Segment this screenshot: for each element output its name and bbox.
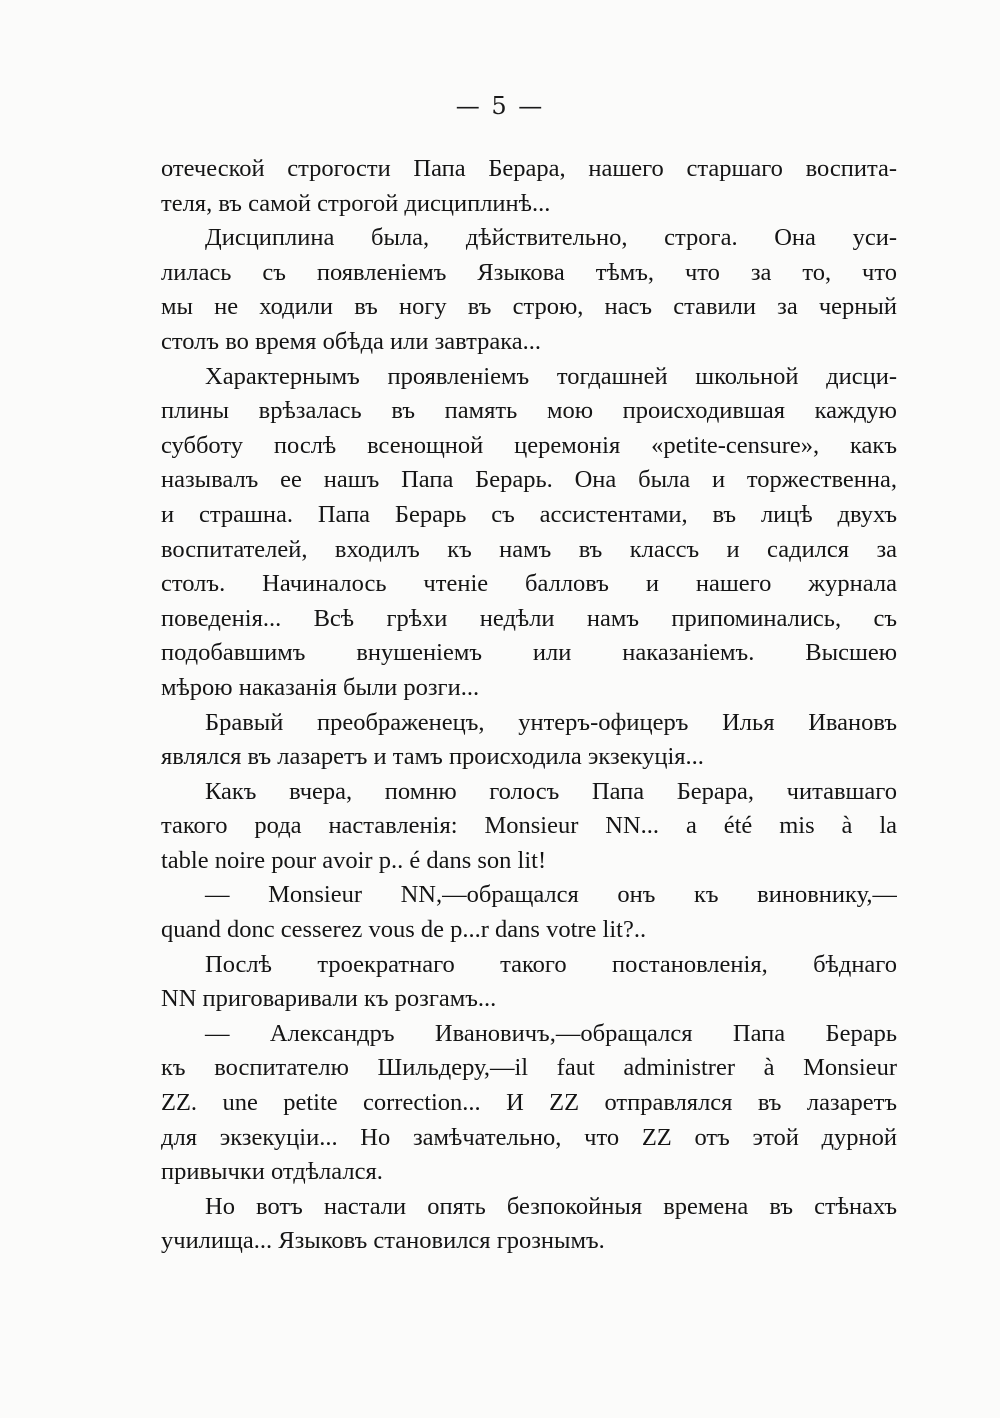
text-line: лилась съ появленіемъ Языкова тѣмъ, что за то, что (161, 258, 897, 286)
text-line: училища... Языковъ становился грознымъ. (161, 1227, 605, 1255)
text-line: такого рода наставленія: Monsieur NN... a été mis à la (161, 812, 897, 840)
text-line: Какъ вчера, помню голосъ Папа Берара, читавшаго (205, 777, 897, 805)
text-line: столъ. Начиналось чтеніе балловъ и нашего журнала (161, 570, 897, 598)
text-line: являлся въ лазаретъ и тамъ происходила экзекуція... (161, 743, 704, 771)
text-line: и страшна. Папа Берарь съ ассистентами, въ лицѣ двухъ (161, 500, 897, 528)
text-line: теля, въ самой строгой дисциплинѣ... (161, 189, 551, 217)
text-line: отеческой строгости Папа Берара, нашего старшаго воспита- (161, 155, 897, 182)
text-line: Характернымъ проявленіемъ тогдашней школьной дисци- (205, 362, 897, 390)
text-line: плины врѣзалась въ память мою происходившая каждую (161, 397, 897, 425)
text-line: поведенія... Всѣ грѣхи недѣли намъ припоминались, съ (161, 604, 897, 632)
text-line: Послѣ троекратнаго такого постановленія, бѣднаго (205, 950, 897, 978)
text-line: Бравый преображенецъ, унтеръ-офицеръ Илья Ивановъ (205, 708, 897, 736)
text-line: называлъ ее нашъ Папа Берарь. Она была и торжественна, (161, 466, 897, 494)
text-line: quand donc cesserez vous de p...r dans votre lit?.. (161, 916, 647, 944)
page-number: — 5 — (455, 92, 545, 120)
text-line: table noire pour avoir p.. é dans son lit! (161, 846, 547, 874)
text-line: Но вотъ настали опять безпокойныя времена въ стѣнахъ (205, 1192, 897, 1220)
text-line: NN приговаривали къ розгамъ... (161, 985, 497, 1013)
text-line: къ воспитателю Шильдеру,—il faut administrer à Monsieur (161, 1054, 897, 1082)
text-line: мѣрою наказанія были розги... (161, 673, 480, 701)
text-line: подобавшимъ внушеніемъ или наказаніемъ. Высшею (161, 639, 897, 667)
text-line: субботу послѣ всенощной церемонія «petite-censure», какъ (161, 431, 897, 459)
text-line: Дисциплина была, дѣйствительно, строга. Она уси- (205, 224, 897, 252)
text-line: для экзекуціи... Но замѣчательно, что ZZ отъ этой дурной (161, 1123, 897, 1151)
text-line: столъ во время обѣда или завтрака... (161, 327, 542, 355)
text-line: привычки отдѣлался. (161, 1158, 383, 1186)
text-line: — Александръ Ивановичъ,—обращался Папа Берарь (205, 1019, 897, 1047)
text-line: воспитателей, входилъ къ намъ въ классъ и садился за (161, 535, 897, 563)
text-line: — Monsieur NN,—обращался онъ къ виновнику,— (205, 881, 897, 909)
text-line: мы не ходили въ ногу въ строю, насъ ставили за черный (161, 293, 897, 321)
body-text (161, 152, 897, 1259)
text-line: ZZ. une petite correction... И ZZ отправлялся въ лазаретъ (161, 1089, 897, 1117)
